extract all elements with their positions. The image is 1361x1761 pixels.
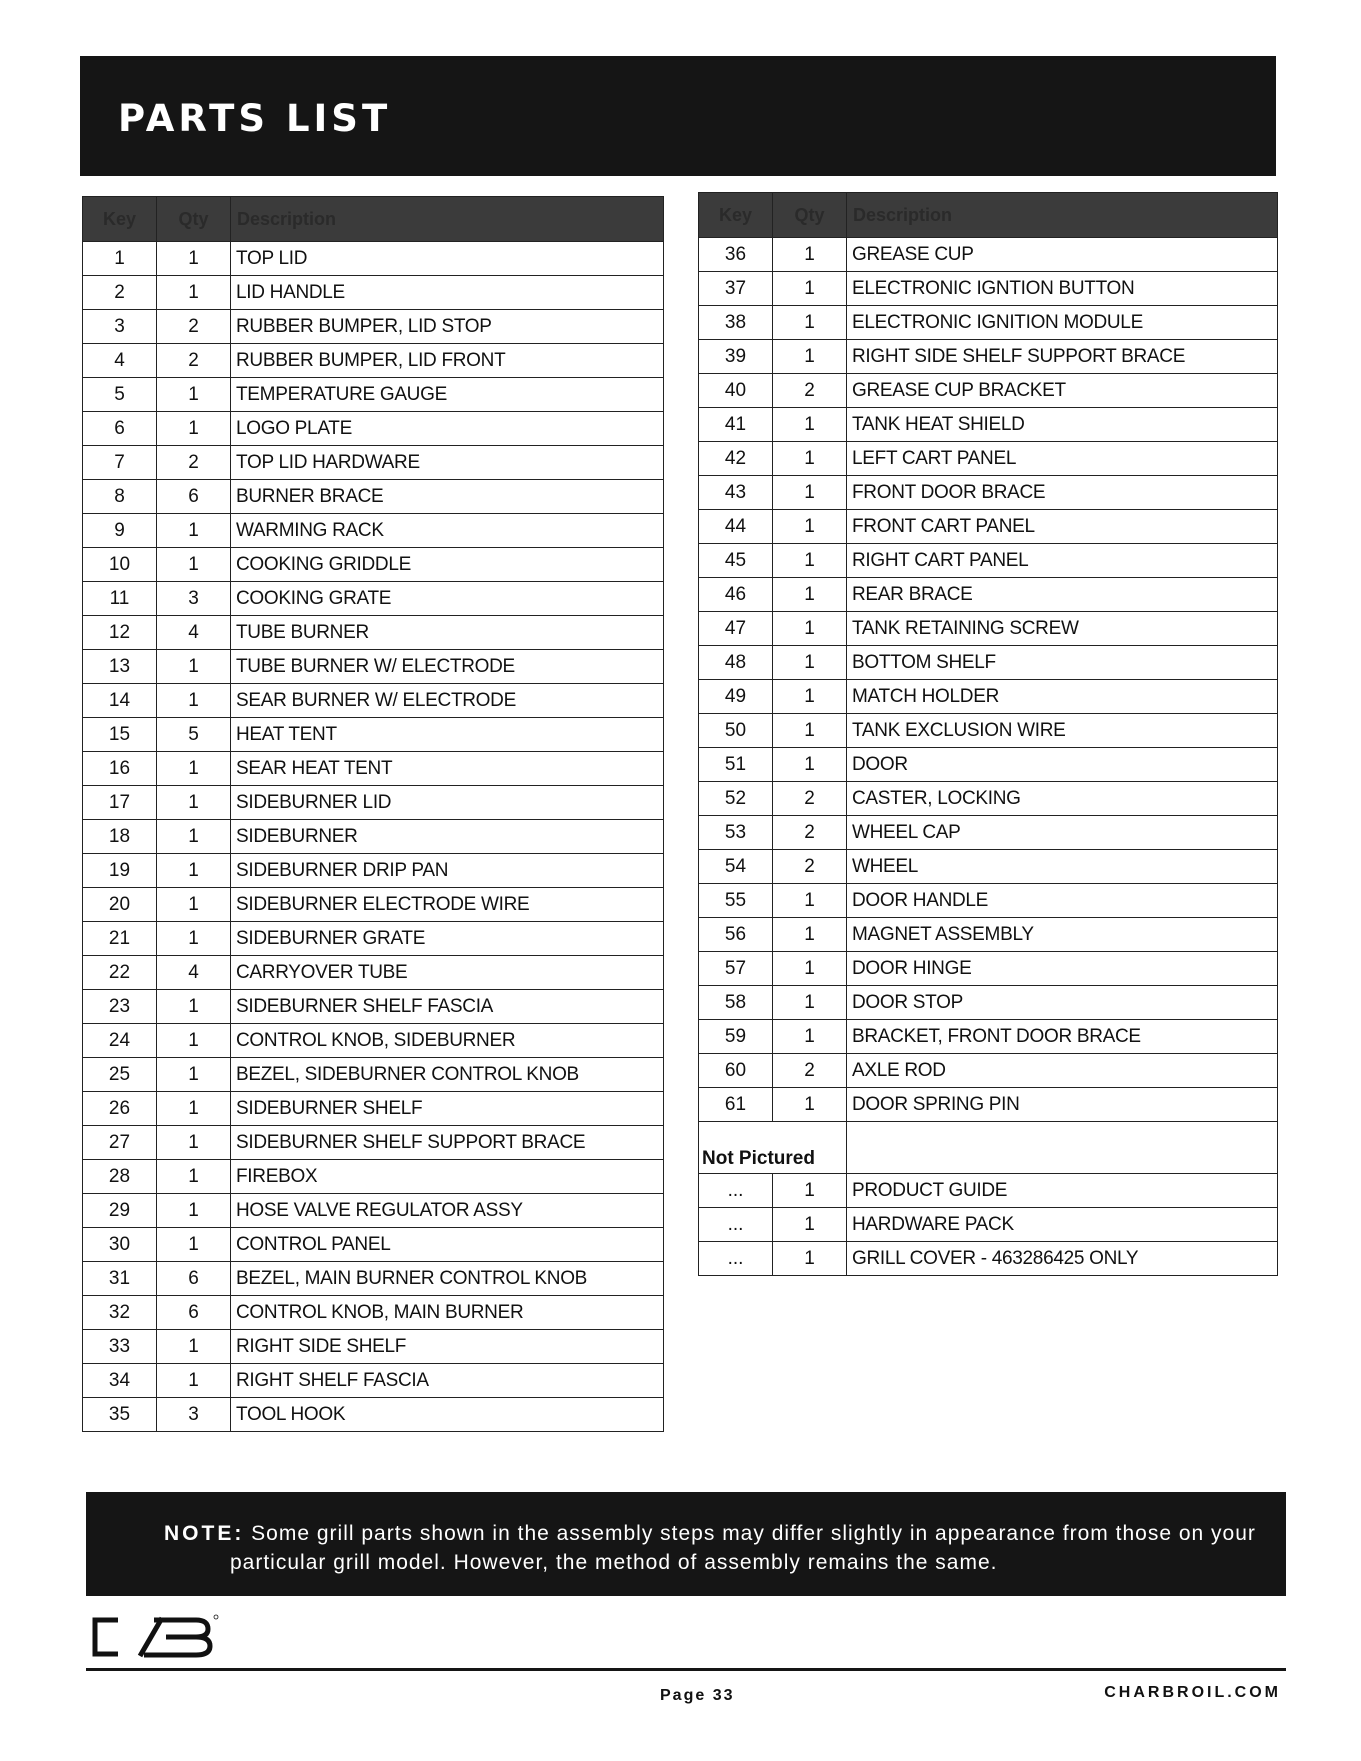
table-row [699,1088,1278,1122]
part-qty: 2 [773,850,847,884]
parts-table-right [698,192,1278,1276]
part-qty: 1 [157,650,231,684]
table-row [699,476,1278,510]
part-qty: 1 [157,514,231,548]
footer-divider [86,1668,1286,1671]
part-description: SIDEBURNER [231,820,664,854]
part-key: 9 [83,514,157,548]
table-row [699,782,1278,816]
part-qty: 1 [773,612,847,646]
part-key: ... [699,1174,773,1208]
table-row [699,816,1278,850]
part-key: 48 [699,646,773,680]
part-qty: 1 [773,272,847,306]
part-key: 6 [83,412,157,446]
table-row [699,408,1278,442]
table-row [699,612,1278,646]
part-description: RUBBER BUMPER, LID FRONT [231,344,664,378]
table-row [83,820,664,854]
part-key: 46 [699,578,773,612]
table-row [83,446,664,480]
part-description: SIDEBURNER SHELF [231,1092,664,1126]
part-qty: 2 [157,446,231,480]
part-description: MATCH HOLDER [847,680,1278,714]
column-header-qty: Qty [773,193,847,238]
part-description: FIREBOX [231,1160,664,1194]
table-row [83,310,664,344]
part-key: 27 [83,1126,157,1160]
table-row [83,1160,664,1194]
part-key: 34 [83,1364,157,1398]
table-row [83,378,664,412]
part-qty: 1 [157,412,231,446]
part-key: 16 [83,752,157,786]
page-number: Page 33 [660,1687,735,1704]
part-description: SIDEBURNER DRIP PAN [231,854,664,888]
part-description: TANK HEAT SHIELD [847,408,1278,442]
part-qty: 1 [157,854,231,888]
part-description: TOOL HOOK [231,1398,664,1432]
part-key: 3 [83,310,157,344]
part-key: 36 [699,238,773,272]
part-key: 21 [83,922,157,956]
part-description: BEZEL, MAIN BURNER CONTROL KNOB [231,1262,664,1296]
part-description: RIGHT SIDE SHELF [231,1330,664,1364]
part-key: 51 [699,748,773,782]
part-description: SIDEBURNER SHELF FASCIA [231,990,664,1024]
part-description: COOKING GRIDDLE [231,548,664,582]
part-key: 57 [699,952,773,986]
part-key: 18 [83,820,157,854]
part-key: 19 [83,854,157,888]
not-pictured-row [699,1122,1278,1174]
table-header-row [83,197,664,242]
part-qty: 3 [157,1398,231,1432]
table-row [83,1262,664,1296]
table-row [83,1228,664,1262]
part-qty: 1 [773,1088,847,1122]
part-qty: 2 [773,1054,847,1088]
part-qty: 1 [773,1242,847,1276]
part-qty: 1 [773,918,847,952]
part-key: 58 [699,986,773,1020]
part-qty: 1 [773,680,847,714]
table-row [83,684,664,718]
part-key: 11 [83,582,157,616]
table-row [83,276,664,310]
part-qty: 1 [773,340,847,374]
part-description: BURNER BRACE [231,480,664,514]
part-description: TOP LID HARDWARE [231,446,664,480]
table-row [699,918,1278,952]
part-qty: 2 [157,310,231,344]
part-qty: 1 [157,1364,231,1398]
part-key: 22 [83,956,157,990]
part-qty: 1 [773,544,847,578]
table-row [83,854,664,888]
part-description: RUBBER BUMPER, LID STOP [231,310,664,344]
part-qty: 1 [157,1092,231,1126]
table-row [699,646,1278,680]
part-key: ... [699,1242,773,1276]
part-description: SIDEBURNER LID [231,786,664,820]
table-row [699,952,1278,986]
part-key: 8 [83,480,157,514]
page-title: PARTS LIST [118,97,392,140]
table-row [83,1126,664,1160]
table-row [83,718,664,752]
part-key: 39 [699,340,773,374]
part-key: 1 [83,242,157,276]
part-key: 25 [83,1058,157,1092]
part-qty: 1 [773,408,847,442]
part-description: COOKING GRATE [231,582,664,616]
part-description: DOOR [847,748,1278,782]
part-description: TUBE BURNER [231,616,664,650]
not-pictured-label: Not Pictured [699,1122,847,1174]
table-row [699,306,1278,340]
part-key: 17 [83,786,157,820]
part-description: TOP LID [231,242,664,276]
part-description: CARRYOVER TUBE [231,956,664,990]
part-description: GREASE CUP [847,238,1278,272]
part-qty: 1 [157,1228,231,1262]
charbroil-logo [92,1612,222,1667]
part-key: 61 [699,1088,773,1122]
table-row [699,1020,1278,1054]
part-description: SIDEBURNER GRATE [231,922,664,956]
website-url: CHARBROIL.COM [1104,1684,1281,1701]
part-key: 35 [83,1398,157,1432]
part-key: 14 [83,684,157,718]
part-key: 56 [699,918,773,952]
part-description: AXLE ROD [847,1054,1278,1088]
part-qty: 1 [157,1058,231,1092]
part-key: 13 [83,650,157,684]
part-description: ELECTRONIC IGNITION MODULE [847,306,1278,340]
table-row [83,1364,664,1398]
table-row [699,850,1278,884]
table-row [699,544,1278,578]
part-key: 37 [699,272,773,306]
table-row [83,1330,664,1364]
part-description: SEAR BURNER W/ ELECTRODE [231,684,664,718]
part-key: 42 [699,442,773,476]
table-row [83,616,664,650]
part-key: 49 [699,680,773,714]
part-description: CASTER, LOCKING [847,782,1278,816]
part-key: 33 [83,1330,157,1364]
table-row [699,986,1278,1020]
part-key: 40 [699,374,773,408]
part-key: 24 [83,1024,157,1058]
part-qty: 2 [773,816,847,850]
part-description: TEMPERATURE GAUGE [231,378,664,412]
part-description: TANK RETAINING SCREW [847,612,1278,646]
part-description: HEAT TENT [231,718,664,752]
part-description: GREASE CUP BRACKET [847,374,1278,408]
part-key: 60 [699,1054,773,1088]
part-key: 31 [83,1262,157,1296]
part-description: DOOR SPRING PIN [847,1088,1278,1122]
table-row [699,884,1278,918]
part-qty: 1 [157,378,231,412]
part-key: 26 [83,1092,157,1126]
part-qty: 1 [773,476,847,510]
table-row [83,582,664,616]
part-key: 32 [83,1296,157,1330]
part-qty: 2 [773,782,847,816]
part-qty: 1 [773,442,847,476]
part-key: 7 [83,446,157,480]
header-bar [80,56,1276,176]
note-label: NOTE: [164,1522,245,1545]
table-row [83,1398,664,1432]
part-qty: 1 [157,276,231,310]
part-description: MAGNET ASSEMBLY [847,918,1278,952]
part-qty: 6 [157,1296,231,1330]
part-qty: 1 [773,578,847,612]
column-header-description: Description [847,193,1278,238]
table-row [699,1208,1278,1242]
table-row [83,412,664,446]
part-description: FRONT CART PANEL [847,510,1278,544]
part-description: BRACKET, FRONT DOOR BRACE [847,1020,1278,1054]
part-description: LID HANDLE [231,276,664,310]
part-description: TANK EXCLUSION WIRE [847,714,1278,748]
part-description: HOSE VALVE REGULATOR ASSY [231,1194,664,1228]
table-row [699,578,1278,612]
part-description: ELECTRONIC IGNTION BUTTON [847,272,1278,306]
part-key: 12 [83,616,157,650]
part-qty: 4 [157,616,231,650]
part-description: CONTROL KNOB, SIDEBURNER [231,1024,664,1058]
part-description: TUBE BURNER W/ ELECTRODE [231,650,664,684]
table-row [83,480,664,514]
part-qty: 1 [773,986,847,1020]
part-qty: 1 [773,646,847,680]
part-qty: 1 [157,1194,231,1228]
part-qty: 5 [157,718,231,752]
table-row [83,1194,664,1228]
part-qty: 1 [773,238,847,272]
note-text-line1: Some grill parts shown in the assembly steps may differ slightly in appearance from those on your [251,1522,1256,1545]
part-qty: 2 [773,374,847,408]
part-description: LEFT CART PANEL [847,442,1278,476]
part-key: 52 [699,782,773,816]
part-description: GRILL COVER - 463286425 ONLY [847,1242,1278,1276]
table-row [83,786,664,820]
part-key: 5 [83,378,157,412]
part-key: ... [699,1208,773,1242]
part-description: DOOR HINGE [847,952,1278,986]
part-key: 2 [83,276,157,310]
table-row [83,514,664,548]
part-qty: 1 [157,1330,231,1364]
part-description: HARDWARE PACK [847,1208,1278,1242]
part-qty: 1 [157,820,231,854]
part-qty: 1 [157,752,231,786]
table-row [699,1242,1278,1276]
table-row [83,1296,664,1330]
part-description: DOOR STOP [847,986,1278,1020]
table-row [83,344,664,378]
part-qty: 1 [773,1020,847,1054]
table-row [699,272,1278,306]
part-qty: 1 [773,952,847,986]
part-qty: 1 [157,1160,231,1194]
part-key: 55 [699,884,773,918]
part-qty: 1 [157,990,231,1024]
part-qty: 1 [157,786,231,820]
part-key: 28 [83,1160,157,1194]
table-row [83,650,664,684]
table-row [699,714,1278,748]
part-description: SIDEBURNER SHELF SUPPORT BRACE [231,1126,664,1160]
part-key: 41 [699,408,773,442]
part-key: 20 [83,888,157,922]
table-row [83,956,664,990]
not-pictured-spacer [847,1122,1278,1174]
part-description: CONTROL KNOB, MAIN BURNER [231,1296,664,1330]
part-description: CONTROL PANEL [231,1228,664,1262]
part-qty: 2 [157,344,231,378]
part-key: 47 [699,612,773,646]
part-qty: 1 [773,748,847,782]
part-description: WHEEL [847,850,1278,884]
part-description: PRODUCT GUIDE [847,1174,1278,1208]
part-qty: 1 [773,884,847,918]
part-description: DOOR HANDLE [847,884,1278,918]
part-description: REAR BRACE [847,578,1278,612]
column-header-description: Description [231,197,664,242]
part-key: 44 [699,510,773,544]
part-qty: 1 [157,1126,231,1160]
note-bar [86,1492,1286,1596]
part-key: 23 [83,990,157,1024]
part-qty: 1 [157,242,231,276]
part-key: 59 [699,1020,773,1054]
part-description: SEAR HEAT TENT [231,752,664,786]
part-qty: 1 [157,888,231,922]
part-qty: 1 [773,714,847,748]
part-description: WHEEL CAP [847,816,1278,850]
table-row [699,340,1278,374]
part-qty: 1 [773,510,847,544]
part-key: 50 [699,714,773,748]
table-row [699,442,1278,476]
table-row [699,680,1278,714]
part-description: WARMING RACK [231,514,664,548]
part-qty: 1 [773,1174,847,1208]
table-row [83,1092,664,1126]
part-qty: 1 [157,684,231,718]
table-row [699,1054,1278,1088]
part-description: SIDEBURNER ELECTRODE WIRE [231,888,664,922]
part-description: BOTTOM SHELF [847,646,1278,680]
part-description: FRONT DOOR BRACE [847,476,1278,510]
part-qty: 1 [157,548,231,582]
part-qty: 1 [157,1024,231,1058]
part-description: RIGHT SHELF FASCIA [231,1364,664,1398]
part-key: 43 [699,476,773,510]
part-description: RIGHT CART PANEL [847,544,1278,578]
note-text-line2: particular grill model. However, the method of assembly remains the same. [230,1551,998,1574]
part-key: 38 [699,306,773,340]
table-row [83,922,664,956]
part-key: 54 [699,850,773,884]
table-header-row [699,193,1278,238]
table-row [83,1024,664,1058]
part-qty: 1 [773,1208,847,1242]
table-row [699,374,1278,408]
column-header-qty: Qty [157,197,231,242]
table-row [699,748,1278,782]
table-row [83,990,664,1024]
column-header-key: Key [699,193,773,238]
column-header-key: Key [83,197,157,242]
part-key: 10 [83,548,157,582]
part-key: 29 [83,1194,157,1228]
part-key: 4 [83,344,157,378]
parts-table-left [82,196,664,1432]
part-qty: 3 [157,582,231,616]
table-row [699,510,1278,544]
part-key: 15 [83,718,157,752]
table-row [699,238,1278,272]
table-row [83,888,664,922]
part-description: RIGHT SIDE SHELF SUPPORT BRACE [847,340,1278,374]
part-key: 30 [83,1228,157,1262]
part-key: 45 [699,544,773,578]
table-row [83,548,664,582]
part-qty: 6 [157,1262,231,1296]
part-qty: 1 [773,306,847,340]
part-qty: 4 [157,956,231,990]
table-row [83,752,664,786]
table-row [699,1174,1278,1208]
part-description: BEZEL, SIDEBURNER CONTROL KNOB [231,1058,664,1092]
part-qty: 6 [157,480,231,514]
table-row [83,1058,664,1092]
table-row [83,242,664,276]
part-description: LOGO PLATE [231,412,664,446]
part-qty: 1 [157,922,231,956]
part-key: 53 [699,816,773,850]
